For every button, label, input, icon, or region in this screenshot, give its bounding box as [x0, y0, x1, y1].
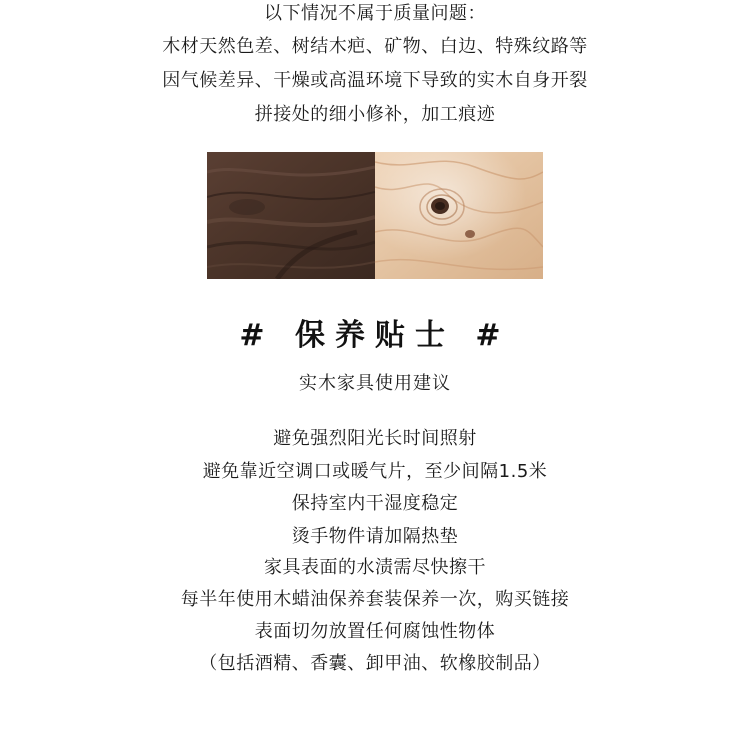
care-tip: 避免靠近空调口或暖气片，至少间隔1.5米 [202, 461, 548, 482]
care-tip: 表面切勿放置任何腐蚀性物体 [254, 621, 496, 642]
care-tip: 家具表面的水渍需尽快擦干 [264, 557, 486, 578]
care-tip: 避免强烈阳光长时间照射 [273, 428, 477, 449]
care-tip: 每半年使用木蜡油保养套装保养一次，购买链接 [180, 589, 570, 610]
care-tips-subtitle: 实木家具使用建议 [299, 373, 451, 394]
quality-notice-line-1: 木材天然色差、树结木疤、矿物、白边、特殊纹路等 [162, 36, 588, 57]
care-tip: （包括酒精、香囊、卸甲油、软橡胶制品） [199, 653, 551, 674]
dark-wood-image [207, 152, 375, 279]
quality-notice-line-2: 因气候差异、干燥或高温环境下导致的实木自身开裂 [162, 70, 588, 91]
care-tips-title: # 保养贴士 # [239, 318, 511, 353]
care-tip: 保持室内干湿度稳定 [291, 493, 459, 514]
quality-notice-heading: 以下情况不属于质量问题： [264, 3, 486, 24]
light-wood-image [375, 152, 543, 279]
quality-notice-line-3: 拼接处的细小修补，加工痕迹 [254, 104, 496, 125]
wood-sample-images [207, 152, 543, 279]
care-tip: 烫手物件请加隔热垫 [291, 526, 459, 547]
